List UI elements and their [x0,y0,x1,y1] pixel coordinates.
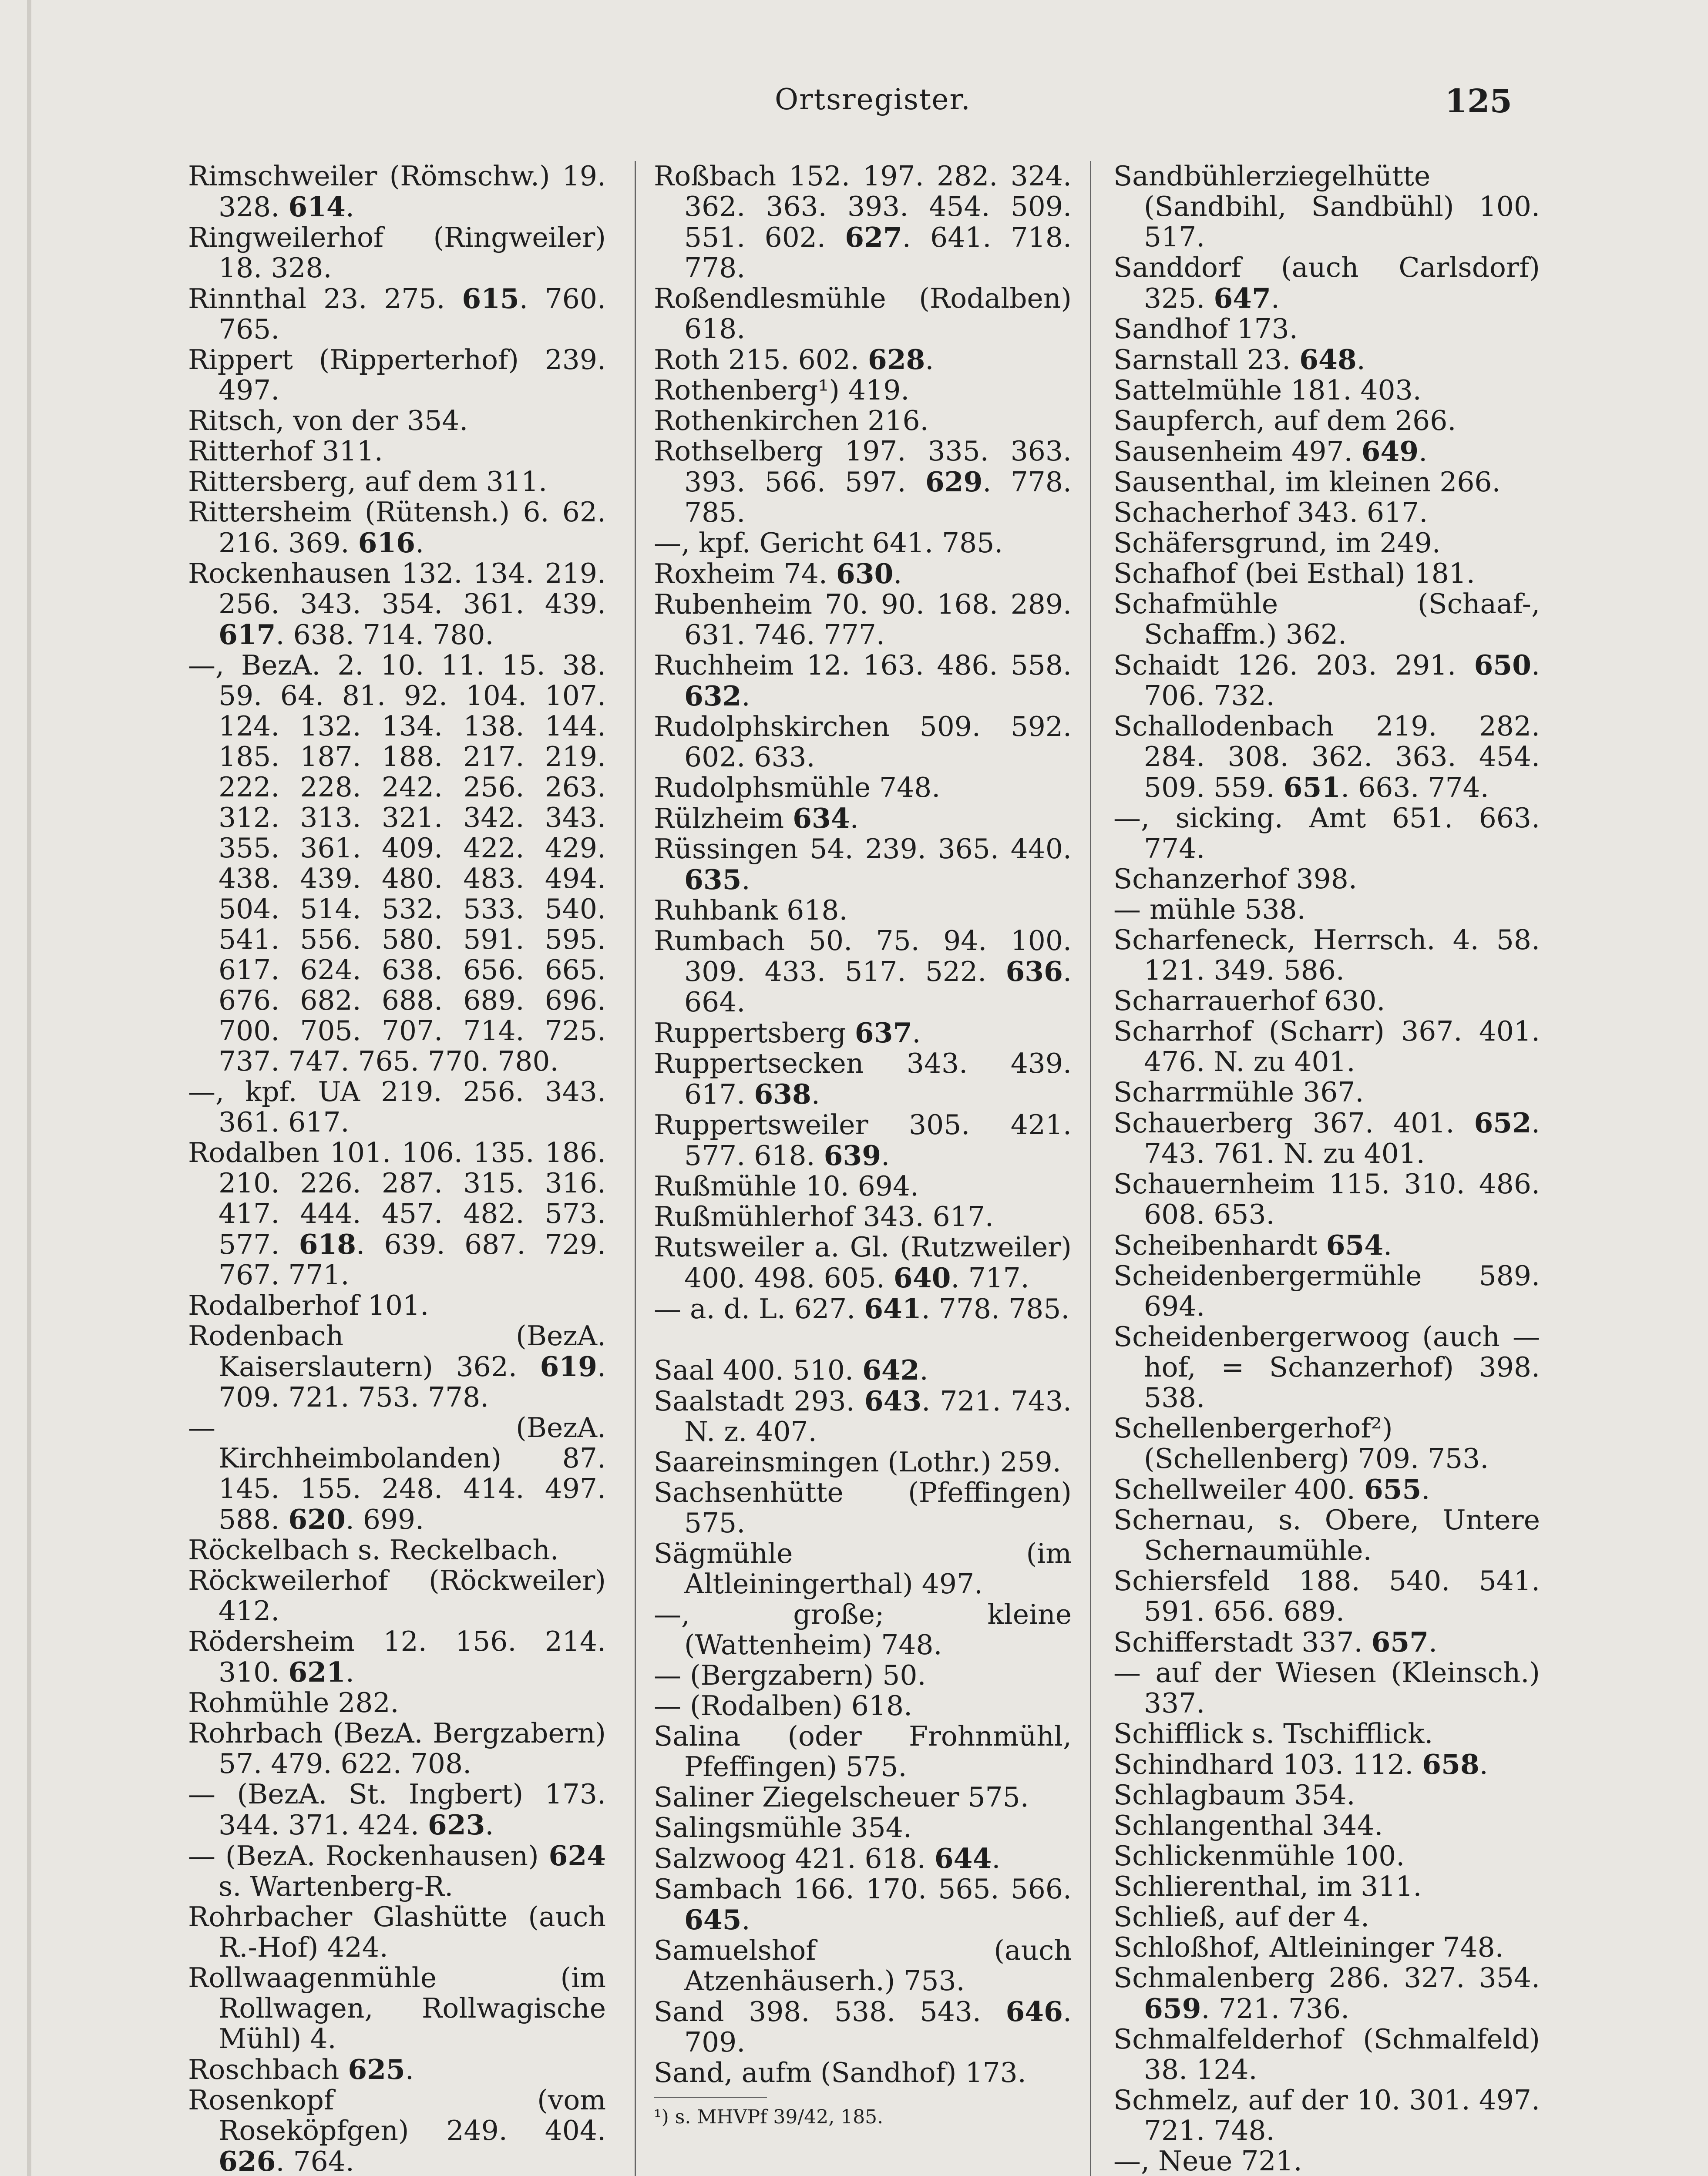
index-entry: Schaidt 126. 203. 291. 650. 706. 732. [1113,649,1540,712]
index-entry: Sanddorf (auch Carlsdorf) 325. 647. [1113,252,1540,314]
index-entry: Scharrauerhof 630. [1113,985,1385,1017]
index-entry: Ruhbank 618. [654,894,848,926]
index-entry: Salzwoog 421. 618. 644. [654,1842,1001,1874]
index-entry: Salingsmühle 354. [654,1812,912,1844]
index-entry: Rimschweiler (Römschw.) 19. 328. 614. [188,160,606,223]
index-entry: —, kpf. Gericht 641. 785. [654,527,1003,559]
section-gap [654,1324,1072,1355]
index-entry: Sachsenhütte (Pfeffingen) 575. [654,1477,1072,1539]
index-entry: Sägmühle (im Altleiningerthal) 497. [654,1538,1072,1600]
index-entry: Schauerberg 367. 401. 652. 743. 761. N. zu 401. [1113,1107,1540,1169]
index-entry: Sandbühlerziegelhütte (Sandbihl, Sandbühl) 100. 517. [1113,160,1540,253]
index-entry: Rittersberg, auf dem 311. [188,466,548,497]
footnote: ¹) s. MHVPf 39/42, 185. [654,2106,884,2128]
index-entry: Schacherhof 343. 617. [1113,497,1428,528]
index-entry: Sausenheim 497. 649. [1113,435,1428,467]
index-entry: Ruchheim 12. 163. 486. 558. 632. [654,649,1072,712]
index-entry: Ritsch, von der 354. [188,405,468,437]
index-entry: Rippert (Ripperterhof) 239. 497. [188,344,606,406]
index-entry: Schlagbaum 354. [1113,1779,1355,1811]
index-entry: — a. d. L. 627. 641. 778. 785. [654,1293,1070,1325]
index-entry: Rubenheim 70. 90. 168. 289. 631. 746. 777. [654,588,1072,651]
index-entry: Schafhof (bei Esthal) 181. [1113,557,1475,589]
index-entry: Ruppertsberg 637. [654,1017,921,1049]
index-entry: Rudolphskirchen 509. 592. 602. 633. [654,711,1072,773]
index-entry: —, große; kleine (Wattenheim) 748. [654,1598,1072,1661]
index-entry: Schifflick s. Tschifflick. [1113,1718,1433,1750]
index-entry: Scheibenhardt 654. [1113,1229,1392,1261]
index-entry: Rodalben 101. 106. 135. 186. 210. 226. 287. 315. 316. 417. 444. 457. 482. 573. 577. 618. 639. 687. 729. 767. 771. [188,1137,606,1291]
index-entry: Rumbach 50. 75. 94. 100. 309. 433. 517. 522. 636. 664. [654,925,1072,1018]
index-entry: —, kpf. UA 219. 256. 343. 361. 617. [188,1076,606,1138]
index-entry: Ruppertsweiler 305. 421. 577. 618. 639. [654,1109,1072,1172]
index-entry: Röckweilerhof (Röckweiler) 412. [188,1565,606,1627]
index-entry: Schmalenberg 286. 327. 354. 659. 721. 736. [1113,1962,1540,2025]
index-entry: Scharrhof (Scharr) 367. 401. 476. N. zu 401. [1113,1015,1540,1078]
index-entry: Rohmühle 282. [188,1687,399,1719]
index-entry: Roßbach 152. 197. 282. 324. 362. 363. 393. 454. 509. 551. 602. 627. 641. 718. 778. [654,160,1072,284]
index-entry: Rittersheim (Rütensh.) 6. 62. 216. 369. 616. [188,496,606,559]
index-entry: Rodenbach (BezA. Kaiserslautern) 362. 619. 709. 721. 753. 778. [188,1320,606,1413]
column-rule [1090,161,1091,2176]
index-entry: Schließ, auf der 4. [1113,1901,1370,1933]
running-head: Ortsregister. [775,83,971,116]
index-entry: Schallodenbach 219. 282. 284. 308. 362. 363. 454. 509. 559. 651. 663. 774. [1113,710,1540,803]
index-entry: Schlangenthal 344. [1113,1810,1383,1841]
index-entry: Scheidenbergerwoog (auch —hof, = Schanzerhof) 398. 538. [1113,1321,1540,1414]
index-column-3 [1113,161,1540,2176]
index-entry: Schlickenmühle 100. [1113,1840,1405,1872]
index-entry: Roßendlesmühle (Rodalben) 618. [654,282,1072,345]
index-entry: — (Rodalben) 618. [654,1690,913,1722]
index-entry: Sarnstall 23. 648. [1113,343,1365,376]
index-column-2 [654,161,1072,2129]
footnote-rule [654,2097,767,2098]
index-entry: Ringweilerhof (Ringweiler) 18. 328. [188,222,606,284]
index-entry: — auf der Wiesen (Kleinsch.) 337. [1113,1657,1540,1719]
index-entry: Rosenkopf (vom Roseköpfgen) 249. 404. 626. 764. [188,2084,606,2176]
index-entry: Roth 215. 602. 628. [654,343,934,376]
index-entry: Sambach 166. 170. 565. 566. 645. [654,1873,1072,1936]
index-entry: Schlierenthal, im 311. [1113,1870,1422,1902]
index-entry: Sand 398. 538. 543. 646. 709. [654,1995,1072,2058]
index-entry: Schiersfeld 188. 540. 541. 591. 656. 689. [1113,1565,1540,1627]
index-entry: Schmelz, auf der 10. 301. 497. 721. 748. [1113,2084,1540,2146]
index-entry: Schloßhof, Altleininger 748. [1113,1931,1504,1963]
index-entry: Schindhard 103. 112. 658. [1113,1748,1488,1780]
index-entry: Rodalberhof 101. [188,1289,429,1321]
index-entry: Rülzheim 634. [654,802,859,834]
index-entry: Saalstadt 293. 643. 721. 743. N. z. 407. [654,1385,1072,1447]
index-entry: —, BezA. 2. 10. 11. 15. 38. 59. 64. 81. 92. 104. 107. 124. 132. 134. 138. 144. 185. 187. 188. 217. 219. 222. 228. 242. 256. 263. 312. 313. 321. 342. 343. 355. 361. 409. 422. 429. 438. 439. 480. 483. 494. 504. 514. 532. 533. 540. 541. 556. 580. 591. 595. 617. 624. 638. 656. 665. 676. 682. 688. 689. 696. 700. 705. 707. 714. 725. 737. 747. 765. 770. 780. [188,649,606,1077]
index-entry: Röckelbach s. Reckelbach. [188,1534,559,1566]
index-entry: Schäfersgrund, im 249. [1113,527,1441,559]
index-entry: — (BezA. St. Ingbert) 173. 344. 371. 424. 623. [188,1778,606,1841]
index-entry: Schellenbergerhof²) (Schellenberg) 709. 753. [1113,1412,1489,1474]
index-entry: Roschbach 625. [188,2053,414,2085]
index-entry: Saupferch, auf dem 266. [1113,405,1456,437]
index-entry: Schernau, s. Obere, Untere Schernaumühle. [1113,1504,1540,1566]
index-entry: Rödersheim 12. 156. 214. 310. 621. [188,1625,606,1688]
index-entry: Saal 400. 510. 642. [654,1354,928,1386]
index-entry: Scheidenbergermühle 589. 694. [1113,1260,1540,1322]
index-entry: Rockenhausen 132. 134. 219. 256. 343. 354. 361. 439. 617. 638. 714. 780. [188,557,606,651]
index-entry: Saareinsmingen (Lothr.) 259. [654,1446,1061,1478]
index-entry: Sausenthal, im kleinen 266. [1113,466,1501,498]
index-entry: Rohrbacher Glashütte (auch R.-Hof) 424. [188,1901,606,1963]
index-entry: Scharfeneck, Herrsch. 4. 58. 121. 349. 586. [1113,924,1540,986]
index-entry: Rußmühlerhof 343. 617. [654,1201,994,1232]
index-entry: Rutsweiler a. Gl. (Rutzweiler) 400. 498. 605. 640. 717. [654,1231,1072,1294]
index-entry: Rüssingen 54. 239. 365. 440. 635. [654,833,1072,896]
index-entry: Salina (oder Frohnmühl, Pfeffingen) 575. [654,1720,1072,1783]
index-entry: Schanzerhof 398. [1113,863,1357,895]
index-entry: Scharrmühle 367. [1113,1076,1364,1108]
index-entry: — (Bergzabern) 50. [654,1659,926,1691]
index-column-1 [188,161,606,2176]
index-entry: Ruppertsecken 343. 439. 617. 638. [654,1048,1072,1110]
index-entry: Rothenkirchen 216. [654,405,929,437]
index-entry: Rinnthal 23. 275. 615. 760. 765. [188,282,606,345]
index-entry: Ritterhof 311. [188,435,383,467]
index-entry: Schauernheim 115. 310. 486. 608. 653. [1113,1168,1540,1230]
index-entry: Rohrbach (BezA. Bergzabern) 57. 479. 622. 708. [188,1717,606,1780]
index-entry: — (BezA. Kirchheimbolanden) 87. 145. 155. 248. 414. 497. 588. 620. 699. [188,1412,606,1535]
index-entry: Rollwaagenmühle (im Rollwagen, Rollwagische Mühl) 4. [188,1962,606,2055]
index-entry: Schellweiler 400. 655. [1113,1473,1430,1505]
index-entry: — (BezA. Rockenhausen) 624 s. Wartenberg-R. [188,1840,606,1902]
index-entry: Schmalfelderhof (Schmalfeld) 38. 124. [1113,2023,1540,2085]
index-entry: Schafmühle (Schaaf-, Schaffm.) 362. [1113,588,1540,650]
index-entry: — mühle 538. [1113,893,1306,925]
index-entry: Schifferstadt 337. 657. [1113,1626,1438,1658]
index-entry: Saliner Ziegelscheuer 575. [654,1781,1029,1813]
index-entry: —, sicking. Amt 651. 663. 774. [1113,802,1540,864]
index-entry: Rothselberg 197. 335. 363. 393. 566. 597. 629. 778. 785. [654,435,1072,528]
index-entry: Sattelmühle 181. 403. [1113,374,1422,406]
index-entry: Samuelshof (auch Atzenhäuserh.) 753. [654,1934,1072,1997]
index-entry: Sand, aufm (Sandhof) 173. [654,2057,1026,2089]
index-entry: Roxheim 74. 630. [654,557,902,590]
index-entry: Rußmühle 10. 694. [654,1170,919,1202]
index-entry: Rothenberg¹) 419. [654,374,910,406]
index-entry: Sandhof 173. [1113,313,1298,345]
index-entry: Rudolphsmühle 748. [654,772,941,803]
index-entry: —, Neue 721. [1113,2145,1302,2176]
column-rule [635,161,636,2176]
binding-edge [27,0,31,2176]
page-number: 125 [1445,83,1512,120]
